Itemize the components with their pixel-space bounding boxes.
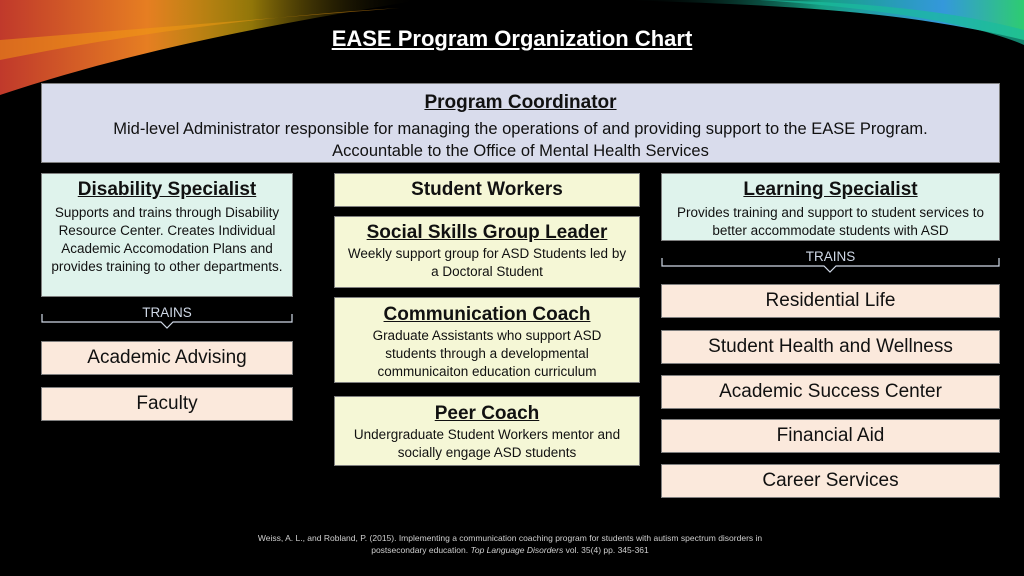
citation-journal: Top Language Disorders (470, 545, 564, 555)
learning-trains-label: TRAINS (805, 249, 856, 264)
trains-item-academic-success: Academic Success Center (661, 375, 1000, 409)
disability-trains-label: TRAINS (142, 305, 192, 320)
social-skills-heading: Social Skills Group Leader (366, 222, 608, 243)
trains-item-residential-life: Residential Life (661, 284, 1000, 318)
peer-coach-description: Undergraduate Student Workers mentor and socially engage ASD students (353, 427, 621, 460)
learning-specialist-heading: Learning Specialist (743, 179, 918, 200)
disability-trains-bracket (41, 314, 293, 330)
social-skills-box (334, 216, 640, 288)
citation (160, 532, 860, 556)
disability-specialist-box (41, 173, 293, 297)
student-workers-heading: Student Workers (411, 179, 563, 200)
disability-specialist-heading: Disability Specialist (77, 179, 257, 200)
communication-coach-box (334, 297, 640, 383)
citation-suffix: vol. 35(4) pp. 345-361 (563, 545, 649, 555)
peer-coach-heading: Peer Coach (434, 403, 540, 424)
citation-line-1: Weiss, A. L., and Robland, P. (2015). Implementing a communication coaching program for students with autism spectrum disorders in (257, 533, 763, 543)
trains-item-career-services: Career Services (661, 464, 1000, 498)
program-coordinator-description: Mid-level Administrator responsible for managing the operations of and providing support to the EASE Program. Accountable to the Office of Mental Health Services (113, 120, 928, 160)
peer-coach-box (334, 396, 640, 466)
trains-item-academic-advising: Academic Advising (41, 341, 293, 375)
student-workers-box (334, 173, 640, 207)
citation-prefix: postsecondary education. (371, 545, 471, 555)
social-skills-description: Weekly support group for ASD Students led by a Doctoral Student (347, 246, 627, 279)
trains-item-faculty: Faculty (41, 387, 293, 421)
trains-item-student-health: Student Health and Wellness (661, 330, 1000, 364)
learning-specialist-box (661, 173, 1000, 241)
disability-specialist-description: Supports and trains through Disability Resource Center. Creates Individual Academic Accomodation Plans and provides training to other departments. (51, 205, 283, 274)
citation-line-2 (160, 544, 860, 556)
program-coordinator-heading: Program Coordinator (424, 92, 617, 113)
learning-trains-bracket (661, 258, 1000, 274)
chart-title: EASE Program Organization Chart (331, 26, 693, 51)
program-coordinator-box (41, 83, 1000, 163)
communication-coach-heading: Communication Coach (383, 304, 591, 325)
learning-specialist-description: Provides training and support to student services to better accommodate students with ASD (677, 205, 984, 238)
communication-coach-description: Graduate Assistants who support ASD students through a developmental communicaiton education curriculum (372, 328, 602, 379)
trains-item-financial-aid: Financial Aid (661, 419, 1000, 453)
